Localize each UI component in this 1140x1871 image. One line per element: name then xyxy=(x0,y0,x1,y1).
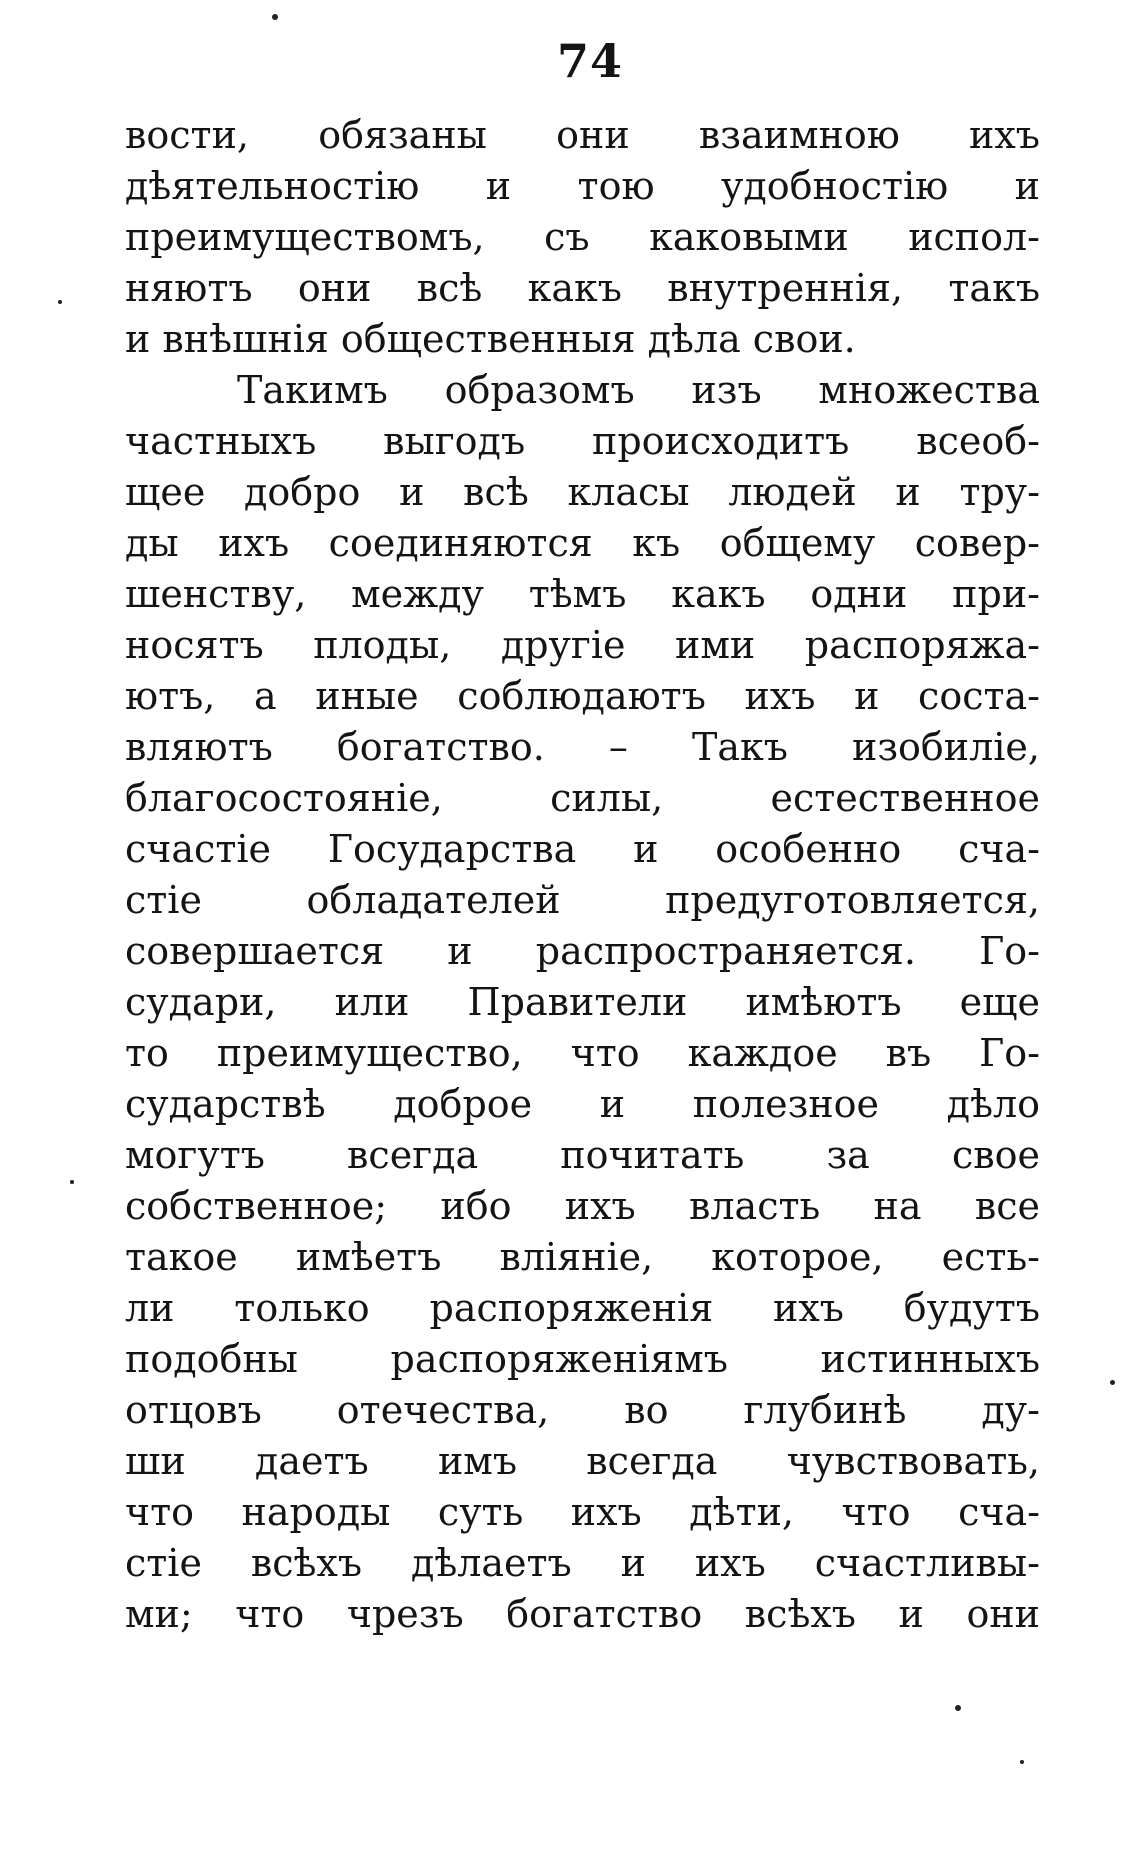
scan-speck xyxy=(70,1180,74,1184)
text-line: шенству, между тѣмъ какъ одни при- xyxy=(125,572,1040,616)
text-line: ли только распоряженія ихъ будутъ xyxy=(125,1286,1040,1330)
page-number: 74 xyxy=(556,34,623,88)
scan-speck xyxy=(58,300,62,304)
text-line: совершается и распространяется. Го- xyxy=(125,929,1040,973)
text-line: няютъ они всѣ какъ внутреннія, такъ xyxy=(125,266,1040,310)
text-line: вости, обязаны они взаимною ихъ xyxy=(125,113,1040,157)
text-line: сударствѣ доброе и полезное дѣло xyxy=(125,1082,1040,1126)
text-line: щее добро и всѣ класы людей и тру- xyxy=(125,470,1040,514)
text-line: стіе всѣхъ дѣлаетъ и ихъ счастливы- xyxy=(125,1541,1040,1585)
text-line: что народы суть ихъ дѣти, что сча- xyxy=(125,1490,1040,1534)
text-line: ютъ, а иные соблюдаютъ ихъ и соста- xyxy=(125,674,1040,718)
text-line: благосостояніе, силы, естественное xyxy=(125,776,1040,820)
text-line: то преимущество, что каждое въ Го- xyxy=(125,1031,1040,1075)
text-line: отцовъ отечества, во глубинѣ ду- xyxy=(125,1388,1040,1432)
text-line: судари, или Правители имѣютъ еще xyxy=(125,980,1040,1024)
page-body-text xyxy=(125,110,1040,1640)
scan-speck xyxy=(1110,1380,1115,1385)
text-line: преимуществомъ, съ каковыми испол- xyxy=(125,215,1040,259)
text-line: дѣятельностію и тою удобностію и xyxy=(125,164,1040,208)
text-line: ми; что чрезъ богатство всѣхъ и они xyxy=(125,1592,1040,1636)
text-line: могутъ всегда почитать за свое xyxy=(125,1133,1040,1177)
text-line: ши даетъ имъ всегда чувствовать, xyxy=(125,1439,1040,1483)
text-line: вляютъ богатство. – Такъ изобиліе, xyxy=(125,725,1040,769)
text-line: ды ихъ соединяются къ общему совер- xyxy=(125,521,1040,565)
scan-speck xyxy=(1020,1760,1024,1764)
text-line: счастіе Государства и особенно сча- xyxy=(125,827,1040,871)
text-line: стіе обладателей предуготовляется, xyxy=(125,878,1040,922)
text-line: и внѣшнія общественныя дѣла свои. xyxy=(125,317,856,361)
text-line-paragraph-start: Такимъ образомъ изъ множества xyxy=(237,368,1040,412)
text-line: собственное; ибо ихъ власть на все xyxy=(125,1184,1040,1228)
scan-speck xyxy=(955,1705,961,1711)
text-line: такое имѣетъ вліяніе, которое, есть- xyxy=(125,1235,1040,1279)
scan-speck xyxy=(272,14,278,20)
text-line: подобны распоряженіямъ истинныхъ xyxy=(125,1337,1040,1381)
text-line: носятъ плоды, другіе ими распоряжа- xyxy=(125,623,1040,667)
text-line: частныхъ выгодъ происходитъ всеоб- xyxy=(125,419,1040,463)
